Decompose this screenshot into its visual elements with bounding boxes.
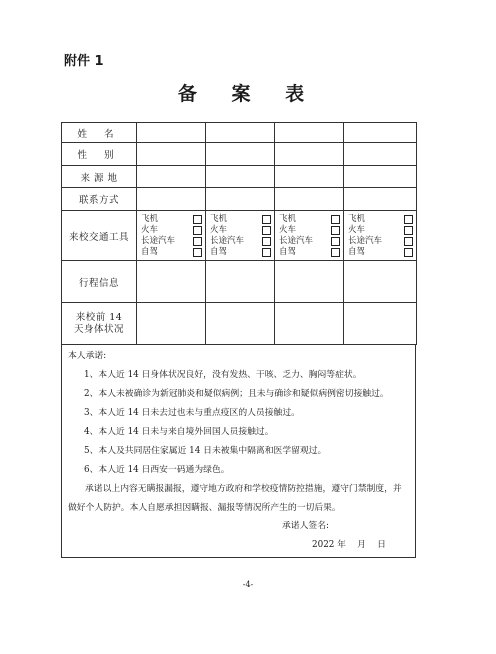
option-plane	[137, 214, 205, 225]
commitment-section	[61, 345, 416, 558]
label-transport: 来校交通工具	[62, 211, 137, 261]
commitment-item: 5、本人及共同居住家属近 14 日未被集中隔离和医学留观过。	[84, 446, 327, 456]
field-name-3[interactable]	[275, 123, 344, 143]
option-bus	[275, 236, 343, 247]
option-bus	[206, 236, 274, 247]
field-itinerary-4[interactable]	[344, 261, 417, 303]
row-itinerary	[62, 261, 417, 303]
option-label: 长途汽车	[141, 235, 176, 246]
field-name-2[interactable]	[206, 123, 275, 143]
commitment-closing: 承诺以上内容无瞒报漏报，遵守地方政府和学校疫情防控措施，遵守门禁制度，并做好个人防护。本人自愿承担因瞒报、漏报等情况所产生的一切后果。	[68, 484, 402, 513]
field-gender-2[interactable]	[206, 143, 275, 166]
row-name	[62, 123, 417, 143]
checkbox[interactable]	[262, 215, 271, 224]
option-label: 自驾	[210, 246, 228, 257]
field-contact-4[interactable]	[344, 188, 417, 211]
row-transport	[62, 211, 417, 261]
option-bus	[137, 236, 205, 247]
row-health	[62, 303, 417, 345]
checkbox[interactable]	[193, 248, 202, 257]
label-gender: 性 别	[62, 143, 137, 166]
option-label: 火车	[210, 224, 228, 235]
commitment-item: 1、本人近 14 日身体状况良好，没有发热、干咳、乏力、胸闷等症状。	[84, 370, 362, 380]
option-drive	[275, 247, 343, 258]
option-drive	[206, 247, 274, 258]
option-label: 飞机	[279, 213, 297, 224]
option-label: 长途汽车	[210, 235, 245, 246]
checkbox[interactable]	[331, 226, 340, 235]
option-label: 火车	[141, 224, 159, 235]
commitment-item: 4、本人近 14 日未与来自境外回国人员接触过。	[84, 427, 274, 437]
option-bus	[344, 236, 416, 247]
row-origin	[62, 166, 417, 188]
checkbox[interactable]	[193, 226, 202, 235]
field-health-1[interactable]	[137, 303, 206, 345]
option-label: 自驾	[348, 246, 366, 257]
option-drive	[344, 247, 416, 258]
commitment-heading: 本人承诺:	[68, 351, 107, 361]
label-name: 姓 名	[62, 123, 137, 143]
field-contact-3[interactable]	[275, 188, 344, 211]
field-health-2[interactable]	[206, 303, 275, 345]
option-plane	[206, 214, 274, 225]
option-plane	[275, 214, 343, 225]
field-origin-4[interactable]	[344, 166, 417, 188]
checkbox[interactable]	[404, 215, 413, 224]
field-health-4[interactable]	[344, 303, 417, 345]
field-contact-2[interactable]	[206, 188, 275, 211]
label-contact: 联系方式	[62, 188, 137, 211]
field-itinerary-3[interactable]	[275, 261, 344, 303]
checkbox[interactable]	[193, 215, 202, 224]
checkbox[interactable]	[262, 226, 271, 235]
option-label: 自驾	[279, 246, 297, 257]
option-train	[137, 225, 205, 236]
form-title: 备 案 表	[177, 83, 319, 105]
commitment-item: 6、本人近 14 日西安一码通为绿色。	[84, 465, 230, 475]
row-gender	[62, 143, 417, 166]
option-train	[275, 225, 343, 236]
field-name-1[interactable]	[137, 123, 206, 143]
option-train	[206, 225, 274, 236]
option-plane	[344, 214, 416, 225]
field-health-3[interactable]	[275, 303, 344, 345]
checkbox[interactable]	[331, 248, 340, 257]
field-gender-4[interactable]	[344, 143, 417, 166]
option-drive	[137, 247, 205, 258]
field-contact-1[interactable]	[137, 188, 206, 211]
checkbox[interactable]	[193, 237, 202, 246]
label-health: 来校前 14 天身体状况	[62, 303, 137, 345]
page-number: -4-	[242, 580, 254, 589]
field-gender-1[interactable]	[137, 143, 206, 166]
option-label: 长途汽车	[348, 235, 383, 246]
option-label: 火车	[348, 224, 366, 235]
field-gender-3[interactable]	[275, 143, 344, 166]
option-label: 飞机	[210, 213, 228, 224]
checkbox[interactable]	[404, 237, 413, 246]
label-origin: 来 源 地	[62, 166, 137, 188]
commitment-item: 2、本人未被确诊为新冠肺炎和疑似病例；且未与确诊和疑似病例密切接触过。	[84, 389, 389, 399]
option-train	[344, 225, 416, 236]
option-label: 自驾	[141, 246, 159, 257]
checkbox[interactable]	[404, 226, 413, 235]
transport-cell-3	[275, 211, 344, 261]
transport-cell-1	[137, 211, 206, 261]
row-contact	[62, 188, 417, 211]
checkbox[interactable]	[262, 237, 271, 246]
commitment-item: 3、本人近 14 日未去过也未与重点疫区的人员接触过。	[84, 408, 300, 418]
transport-cell-4	[344, 211, 417, 261]
registration-table	[61, 122, 417, 345]
checkbox[interactable]	[262, 248, 271, 257]
field-origin-2[interactable]	[206, 166, 275, 188]
option-label: 飞机	[141, 213, 159, 224]
field-origin-1[interactable]	[137, 166, 206, 188]
option-label: 火车	[279, 224, 297, 235]
field-name-4[interactable]	[344, 123, 417, 143]
signature-date: 2022 年 月 日	[312, 540, 386, 550]
checkbox[interactable]	[404, 248, 413, 257]
transport-cell-2	[206, 211, 275, 261]
option-label: 长途汽车	[279, 235, 314, 246]
checkbox[interactable]	[331, 237, 340, 246]
signature-label: 承诺人签名:	[282, 521, 329, 531]
checkbox[interactable]	[331, 215, 340, 224]
attachment-label: 附件 1	[64, 54, 104, 69]
field-origin-3[interactable]	[275, 166, 344, 188]
field-itinerary-2[interactable]	[206, 261, 275, 303]
label-itinerary: 行程信息	[62, 261, 137, 303]
option-label: 飞机	[348, 213, 366, 224]
field-itinerary-1[interactable]	[137, 261, 206, 303]
